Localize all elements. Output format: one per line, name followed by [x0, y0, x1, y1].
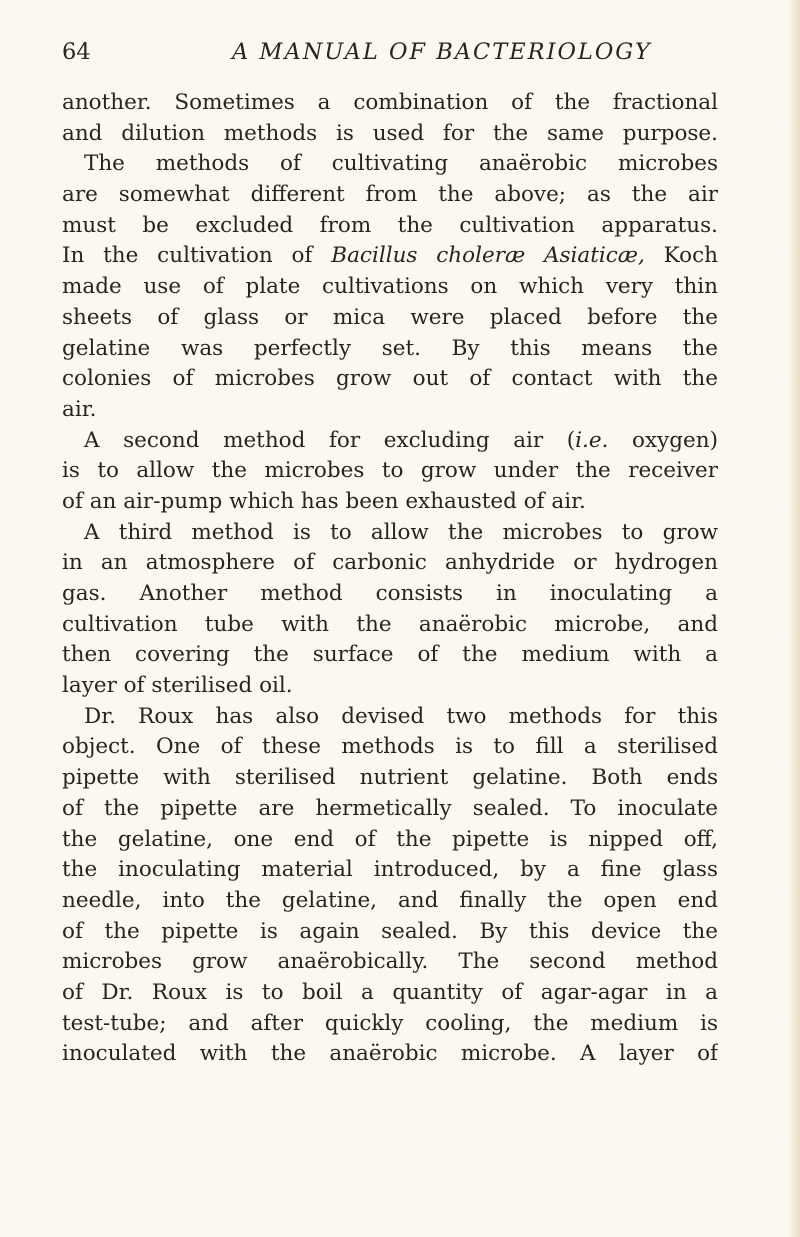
text-line: Dr. Roux has also devised two methods for this [84, 703, 718, 729]
text-line: of the pipette are hermetically sealed. To inoculate [62, 795, 718, 821]
text-line: of an air-pump which has been exhausted of air. [62, 488, 586, 514]
text-line: A third method is to allow the microbes to grow [84, 519, 718, 545]
text-line: The methods of cultivating anaërobic microbes [84, 151, 718, 177]
page-edge-shadow [788, 0, 800, 1237]
text-line: of Dr. Roux is to boil a quantity of agar-agar in a [62, 979, 718, 1005]
text-line: layer of sterilised oil. [62, 673, 293, 699]
text-run: oxygen) [608, 427, 718, 453]
text-run: In the cultivation of [62, 243, 332, 269]
text-line: air. [62, 396, 97, 422]
text-line: gelatine was perfectly set. By this means the [62, 335, 718, 361]
text-line: and dilution methods is used for the same purpose. [62, 120, 718, 146]
body-text [62, 88, 718, 1070]
text-line: sheets of glass or mica were placed before the [62, 304, 718, 330]
text-line: is to allow the microbes to grow under the receiver [62, 458, 718, 484]
text-line: must be excluded from the cultivation apparatus. [62, 212, 718, 238]
species-name: Bacillus choleræ Asiaticæ, [331, 243, 645, 269]
text-line: in an atmosphere of carbonic anhydride or hydrogen [62, 550, 718, 576]
text-line: the gelatine, one end of the pipette is nipped off, [62, 826, 718, 852]
text-line: colonies of microbes grow out of contact with the [62, 366, 718, 392]
text-line [62, 241, 718, 272]
text-line: gas. Another method consists in inoculating a [62, 581, 718, 606]
text-line: object. One of these methods is to fill a sterilised [62, 734, 718, 760]
text-line: inoculated with the anaërobic microbe. A layer of [62, 1041, 718, 1067]
text-line: cultivation tube with the anaërobic microbe, and [62, 611, 718, 637]
text-line: made use of plate cultivations on which very thin [62, 274, 718, 300]
text-run: Koch [644, 243, 718, 269]
text-line: needle, into the gelatine, and finally the open end [62, 887, 718, 913]
text-line: pipette with sterilised nutrient gelatine. Both ends [62, 765, 718, 791]
text-line: are somewhat different from the above; as the air [62, 182, 718, 208]
page-number: 64 [62, 39, 91, 65]
running-title: A MANUAL OF BACTERIOLOGY [232, 39, 652, 65]
text-run: A second method for excluding air ( [84, 427, 576, 453]
text-line: another. Sometimes a combination of the fractional [62, 90, 718, 115]
running-head [62, 36, 718, 68]
text-line: test-tube; and after quickly cooling, the medium is [62, 1010, 718, 1036]
text-line: of the pipette is again sealed. By this device the [62, 918, 718, 944]
text-line: then covering the surface of the medium with a [62, 642, 718, 668]
abbreviation: i.e. [575, 427, 609, 453]
text-line [62, 426, 718, 457]
text-line: microbes grow anaërobically. The second method [62, 949, 718, 975]
text-line: the inoculating material introduced, by a fine glass [62, 857, 718, 883]
